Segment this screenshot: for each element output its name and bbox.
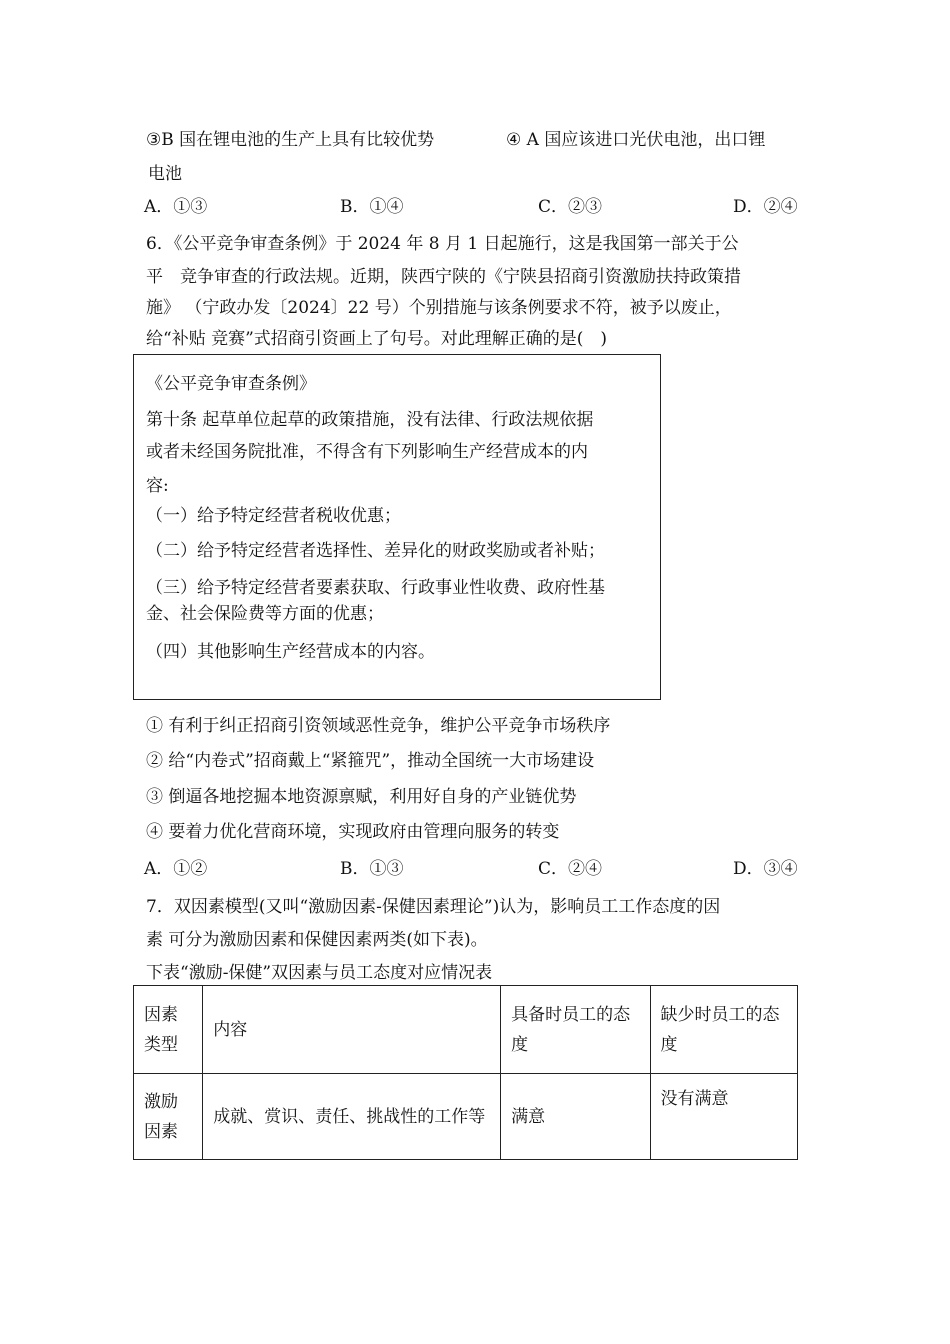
two-factor-table bbox=[133, 985, 798, 1160]
q5-statement-4-line1: ④ A 国应该进口光伏电池，出口锂 bbox=[506, 130, 766, 150]
table-row bbox=[134, 1074, 798, 1160]
q5-option-b[interactable]: B．①④ bbox=[340, 197, 404, 217]
article-text-line2: 或者未经国务院批准，不得含有下列影响生产经营成本的内 bbox=[146, 442, 588, 462]
cell-factor-type: 激励因素 bbox=[134, 1074, 203, 1160]
header-factor-type: 因素类型 bbox=[134, 986, 203, 1074]
article-text-line3: 容: bbox=[146, 476, 169, 496]
q5-option-d[interactable]: D．②④ bbox=[733, 197, 798, 217]
cell-content: 成就、赏识、责任、挑战性的工作等 bbox=[203, 1074, 501, 1160]
q6-stem-line4: 给“补贴 竞赛”式招商引资画上了句号。对此理解正确的是( ) bbox=[146, 329, 608, 349]
article-text-line1: 第十条 起草单位起草的政策措施，没有法律、行政法规依据 bbox=[146, 410, 594, 430]
q6-statement-2: ② 给“内卷式”招商戴上“紧箍咒”，推动全国统一大市场建设 bbox=[146, 751, 595, 771]
q7-stem-line1: 7．双因素模型(又叫“激励因素-保健因素理论”)认为，影响员工工作态度的因 bbox=[146, 897, 721, 917]
q7-stem-line2: 素 可分为激励因素和保健因素两类(如下表)。 bbox=[146, 930, 488, 950]
article-item-1: （一）给予特定经营者税收优惠； bbox=[146, 506, 401, 526]
q6-statement-4: ④ 要着力优化营商环境，实现政府由管理向服务的转变 bbox=[146, 822, 560, 842]
q6-stem-line2: 平 竞争审查的行政法规。近期，陕西宁陕的《宁陕县招商引资激励扶持政策措 bbox=[146, 267, 741, 287]
q5-statement-4-line2: 电池 bbox=[148, 164, 182, 184]
article-item-4: （四）其他影响生产经营成本的内容。 bbox=[146, 642, 435, 662]
q6-option-d[interactable]: D．③④ bbox=[733, 859, 798, 879]
q6-option-b[interactable]: B．①③ bbox=[340, 859, 404, 879]
q5-option-c[interactable]: C．②③ bbox=[538, 197, 603, 217]
q6-stem-line1: 6．《公平竞争审查条例》于 2024 年 8 月 1 日起施行，这是我国第一部关于公 bbox=[146, 234, 739, 254]
q5-statement-3: ③B 国在锂电池的生产上具有比较优势 bbox=[146, 130, 435, 150]
q6-option-a[interactable]: A．①② bbox=[144, 859, 208, 879]
q6-statement-3: ③ 倒逼各地挖掘本地资源禀赋，利用好自身的产业链优势 bbox=[146, 787, 577, 807]
q6-statement-1: ① 有利于纠正招商引资领域恶性竞争，维护公平竞争市场秩序 bbox=[146, 716, 611, 736]
header-content: 内容 bbox=[203, 986, 501, 1074]
regulation-excerpt-box bbox=[133, 354, 661, 700]
article-item-3-line1: （三）给予特定经营者要素获取、行政事业性收费、政府性基 bbox=[146, 578, 605, 598]
q7-table-caption: 下表“激励-保健”双因素与员工态度对应情况表 bbox=[146, 963, 493, 983]
regulation-title: 《公平竞争审查条例》 bbox=[146, 374, 316, 394]
header-with-attitude: 具备时员工的态度 bbox=[501, 986, 650, 1074]
header-without-attitude: 缺少时员工的态度 bbox=[650, 986, 797, 1074]
article-item-2: （二）给予特定经营者选择性、差异化的财政奖励或者补贴； bbox=[146, 541, 605, 561]
cell-without-attitude: 没有满意 bbox=[650, 1074, 797, 1160]
q6-option-c[interactable]: C．②④ bbox=[538, 859, 603, 879]
q5-option-a[interactable]: A．①③ bbox=[144, 197, 208, 217]
cell-with-attitude: 满意 bbox=[501, 1074, 650, 1160]
q6-stem-line3: 施》 （宁政办发〔2024〕22 号）个别措施与该条例要求不符，被予以废止， bbox=[146, 298, 732, 318]
table-header-row bbox=[134, 986, 798, 1074]
article-item-3-line2: 金、社会保险费等方面的优惠； bbox=[146, 604, 384, 624]
